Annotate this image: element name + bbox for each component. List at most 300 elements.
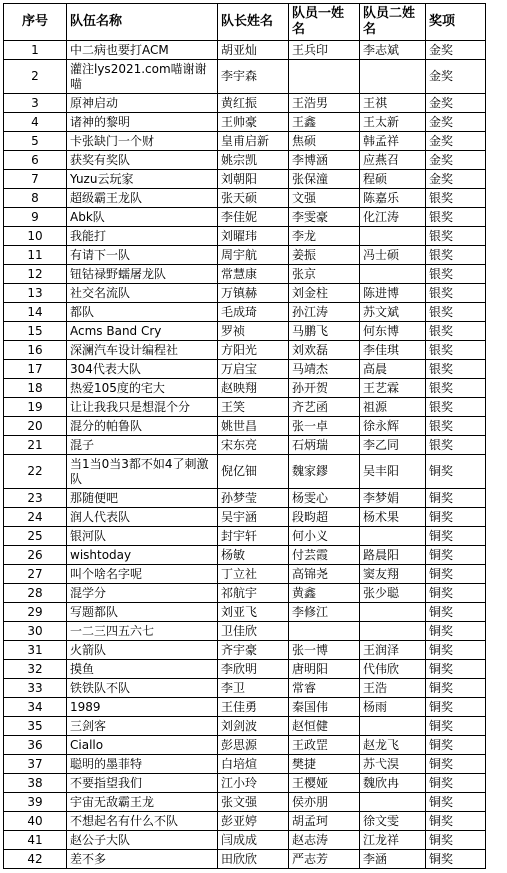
cell-captain: 吴宇涵 [218, 508, 289, 527]
cell-captain: 李欣明 [218, 660, 289, 679]
cell-member2: 李乙同 [360, 436, 426, 455]
table-row [4, 436, 486, 455]
cell-team: 宇宙无敌霸王龙 [67, 793, 218, 812]
cell-member1: 唐明阳 [289, 660, 360, 679]
cell-captain: 刘曜玮 [218, 227, 289, 246]
cell-member1: 马鹏飞 [289, 322, 360, 341]
table-row [4, 360, 486, 379]
cell-award: 金奖 [426, 151, 486, 170]
cell-member2: 窦友翔 [360, 565, 426, 584]
cell-no: 6 [4, 151, 67, 170]
cell-member1: 姜振 [289, 246, 360, 265]
cell-team: Yuzu云玩家 [67, 170, 218, 189]
cell-team: 原神启动 [67, 94, 218, 113]
cell-captain: 张天硕 [218, 189, 289, 208]
cell-captain: 彭亚婷 [218, 812, 289, 831]
cell-captain: 齐宇豪 [218, 641, 289, 660]
cell-no: 2 [4, 60, 67, 94]
cell-member2: 陈进博 [360, 284, 426, 303]
cell-no: 42 [4, 850, 67, 869]
table-row [4, 246, 486, 265]
cell-member1 [289, 60, 360, 94]
cell-award: 金奖 [426, 113, 486, 132]
cell-member1: 段畇超 [289, 508, 360, 527]
table-row [4, 850, 486, 869]
cell-award: 银奖 [426, 398, 486, 417]
cell-member1: 胡孟珂 [289, 812, 360, 831]
header-row [4, 4, 486, 41]
cell-member1: 秦国伟 [289, 698, 360, 717]
cell-team: 钮钴禄野蠕屠龙队 [67, 265, 218, 284]
cell-member1: 樊捷 [289, 755, 360, 774]
table-row [4, 489, 486, 508]
cell-award: 银奖 [426, 436, 486, 455]
cell-member1: 石炳瑞 [289, 436, 360, 455]
cell-captain: 田欣欣 [218, 850, 289, 869]
table-row [4, 546, 486, 565]
cell-member1: 张一卓 [289, 417, 360, 436]
cell-no: 33 [4, 679, 67, 698]
cell-member1: 侯亦朋 [289, 793, 360, 812]
cell-captain: 卫佳欣 [218, 622, 289, 641]
cell-team: 写题都队 [67, 603, 218, 622]
cell-captain: 姚宗凯 [218, 151, 289, 170]
cell-member2: 高晨 [360, 360, 426, 379]
cell-team: 社交名流队 [67, 284, 218, 303]
cell-member2: 路晨阳 [360, 546, 426, 565]
cell-no: 26 [4, 546, 67, 565]
cell-award: 铜奖 [426, 660, 486, 679]
cell-award: 银奖 [426, 341, 486, 360]
cell-award: 银奖 [426, 379, 486, 398]
cell-member2 [360, 622, 426, 641]
cell-team: 不想起名有什么不队 [67, 812, 218, 831]
cell-award: 银奖 [426, 227, 486, 246]
cell-team: 赵公子大队 [67, 831, 218, 850]
cell-member2: 韩孟祥 [360, 132, 426, 151]
cell-team: Ciallo [67, 736, 218, 755]
cell-member1 [289, 622, 360, 641]
header-no: 序号 [4, 4, 67, 41]
cell-member2 [360, 227, 426, 246]
cell-captain: 江小玲 [218, 774, 289, 793]
cell-no: 19 [4, 398, 67, 417]
cell-member2: 徐永辉 [360, 417, 426, 436]
cell-no: 29 [4, 603, 67, 622]
cell-award: 铜奖 [426, 584, 486, 603]
cell-team: 获奖有奖队 [67, 151, 218, 170]
table-row [4, 170, 486, 189]
table-row [4, 208, 486, 227]
cell-member2 [360, 793, 426, 812]
table-row [4, 622, 486, 641]
cell-captain: 万启宝 [218, 360, 289, 379]
cell-member2: 王润泽 [360, 641, 426, 660]
cell-member1: 王兵印 [289, 41, 360, 60]
cell-member2 [360, 717, 426, 736]
table-row [4, 322, 486, 341]
cell-captain: 封宇轩 [218, 527, 289, 546]
cell-award: 铜奖 [426, 736, 486, 755]
cell-award: 铜奖 [426, 679, 486, 698]
table-row [4, 94, 486, 113]
cell-team: 都队 [67, 303, 218, 322]
cell-team: 混学分 [67, 584, 218, 603]
cell-no: 11 [4, 246, 67, 265]
cell-member1: 魏家鏐 [289, 455, 360, 489]
cell-member2: 祖源 [360, 398, 426, 417]
table-row [4, 736, 486, 755]
cell-award: 金奖 [426, 41, 486, 60]
cell-member1: 黄鑫 [289, 584, 360, 603]
cell-member1: 马靖杰 [289, 360, 360, 379]
cell-no: 27 [4, 565, 67, 584]
cell-member1: 王鑫 [289, 113, 360, 132]
cell-team: 火箭队 [67, 641, 218, 660]
cell-captain: 毛成琦 [218, 303, 289, 322]
cell-captain: 彭思源 [218, 736, 289, 755]
cell-member1: 赵志涛 [289, 831, 360, 850]
table-row [4, 793, 486, 812]
cell-award: 银奖 [426, 417, 486, 436]
cell-member1: 张京 [289, 265, 360, 284]
award-results-table [3, 3, 486, 869]
table-row [4, 527, 486, 546]
cell-team: 混分的帕鲁队 [67, 417, 218, 436]
cell-award: 金奖 [426, 170, 486, 189]
cell-no: 28 [4, 584, 67, 603]
cell-award: 铜奖 [426, 717, 486, 736]
cell-member2 [360, 603, 426, 622]
cell-member1: 李雯豪 [289, 208, 360, 227]
table-row [4, 584, 486, 603]
cell-member2: 李佳琪 [360, 341, 426, 360]
cell-award: 金奖 [426, 94, 486, 113]
table-row [4, 41, 486, 60]
table-row [4, 698, 486, 717]
cell-member2: 苏弋淏 [360, 755, 426, 774]
cell-team: 铁铁队不队 [67, 679, 218, 698]
table-row [4, 417, 486, 436]
cell-no: 30 [4, 622, 67, 641]
cell-award: 铜奖 [426, 698, 486, 717]
cell-award: 铜奖 [426, 527, 486, 546]
cell-member2: 应燕召 [360, 151, 426, 170]
cell-captain: 方阳光 [218, 341, 289, 360]
cell-member2 [360, 60, 426, 94]
cell-award: 铜奖 [426, 622, 486, 641]
cell-award: 铜奖 [426, 455, 486, 489]
cell-award: 铜奖 [426, 641, 486, 660]
cell-award: 银奖 [426, 360, 486, 379]
cell-no: 7 [4, 170, 67, 189]
cell-captain: 万镇赫 [218, 284, 289, 303]
cell-member1: 焦硕 [289, 132, 360, 151]
cell-no: 37 [4, 755, 67, 774]
cell-member1: 张保潼 [289, 170, 360, 189]
cell-award: 铜奖 [426, 793, 486, 812]
cell-team: 超级霸王龙队 [67, 189, 218, 208]
cell-award: 银奖 [426, 208, 486, 227]
cell-member2: 程硕 [360, 170, 426, 189]
cell-member2: 魏欣冉 [360, 774, 426, 793]
cell-captain: 王佳勇 [218, 698, 289, 717]
table-body [4, 41, 486, 869]
cell-member2: 李涵 [360, 850, 426, 869]
cell-no: 39 [4, 793, 67, 812]
cell-member2: 王艺霖 [360, 379, 426, 398]
cell-team: 三剑客 [67, 717, 218, 736]
cell-captain: 黄红振 [218, 94, 289, 113]
cell-member1: 李龙 [289, 227, 360, 246]
table-row [4, 565, 486, 584]
cell-member2: 江龙祥 [360, 831, 426, 850]
cell-team: 中二病也要打ACM [67, 41, 218, 60]
cell-team: 1989 [67, 698, 218, 717]
cell-team: 深澜汽车设计编程社 [67, 341, 218, 360]
cell-team: 卡张缺门一个财 [67, 132, 218, 151]
cell-team: 有请下一队 [67, 246, 218, 265]
table-row [4, 812, 486, 831]
cell-award: 金奖 [426, 132, 486, 151]
cell-award: 铜奖 [426, 812, 486, 831]
cell-award: 银奖 [426, 322, 486, 341]
cell-member2: 赵龙飞 [360, 736, 426, 755]
cell-captain: 倪亿钿 [218, 455, 289, 489]
cell-no: 25 [4, 527, 67, 546]
cell-captain: 罗祯 [218, 322, 289, 341]
cell-no: 23 [4, 489, 67, 508]
cell-no: 41 [4, 831, 67, 850]
cell-captain: 李宇森 [218, 60, 289, 94]
cell-award: 银奖 [426, 303, 486, 322]
cell-member1: 李修江 [289, 603, 360, 622]
cell-captain: 闫成成 [218, 831, 289, 850]
cell-award: 金奖 [426, 60, 486, 94]
cell-no: 12 [4, 265, 67, 284]
cell-captain: 常慧康 [218, 265, 289, 284]
cell-member1: 齐艺函 [289, 398, 360, 417]
cell-member2: 杨术果 [360, 508, 426, 527]
cell-captain: 王笑 [218, 398, 289, 417]
table-row [4, 398, 486, 417]
cell-captain: 王帅豪 [218, 113, 289, 132]
table-row [4, 455, 486, 489]
cell-award: 铜奖 [426, 603, 486, 622]
cell-captain: 杨敏 [218, 546, 289, 565]
cell-award: 铜奖 [426, 565, 486, 584]
table-row [4, 641, 486, 660]
header-award: 奖项 [426, 4, 486, 41]
cell-member1: 孙江涛 [289, 303, 360, 322]
cell-award: 铜奖 [426, 831, 486, 850]
cell-no: 21 [4, 436, 67, 455]
cell-captain: 宋东亮 [218, 436, 289, 455]
cell-team: 差不多 [67, 850, 218, 869]
cell-member1: 文强 [289, 189, 360, 208]
header-team: 队伍名称 [67, 4, 218, 41]
table-row [4, 603, 486, 622]
cell-captain: 刘亚飞 [218, 603, 289, 622]
cell-no: 22 [4, 455, 67, 489]
table-row [4, 265, 486, 284]
cell-member1: 杨雯心 [289, 489, 360, 508]
cell-captain: 刘剑波 [218, 717, 289, 736]
cell-captain: 姚世昌 [218, 417, 289, 436]
cell-member2: 李志斌 [360, 41, 426, 60]
cell-member1: 孙开贺 [289, 379, 360, 398]
cell-captain: 祁航宇 [218, 584, 289, 603]
cell-team: 不要指望我们 [67, 774, 218, 793]
cell-team: 当1当0当3都不如4了刺激队 [67, 455, 218, 489]
cell-member2: 吴丰阳 [360, 455, 426, 489]
cell-award: 银奖 [426, 189, 486, 208]
cell-member2: 王太新 [360, 113, 426, 132]
cell-award: 铜奖 [426, 489, 486, 508]
cell-award: 银奖 [426, 284, 486, 303]
cell-member1: 李博涵 [289, 151, 360, 170]
cell-member1: 严志芳 [289, 850, 360, 869]
table-row [4, 113, 486, 132]
cell-captain: 张文强 [218, 793, 289, 812]
cell-no: 36 [4, 736, 67, 755]
table-row [4, 189, 486, 208]
table-row [4, 341, 486, 360]
cell-award: 铜奖 [426, 774, 486, 793]
cell-member1: 张一博 [289, 641, 360, 660]
cell-member2: 杨雨 [360, 698, 426, 717]
cell-captain: 孙梦莹 [218, 489, 289, 508]
table-row [4, 508, 486, 527]
cell-captain: 白培煊 [218, 755, 289, 774]
header-captain: 队长姓名 [218, 4, 289, 41]
cell-team: 灌注lys2021.com喵谢谢喵 [67, 60, 218, 94]
cell-member1: 王樱娅 [289, 774, 360, 793]
cell-team: Acms Band Cry [67, 322, 218, 341]
cell-no: 31 [4, 641, 67, 660]
cell-no: 1 [4, 41, 67, 60]
cell-award: 铜奖 [426, 508, 486, 527]
cell-captain: 刘朝阳 [218, 170, 289, 189]
cell-member2 [360, 265, 426, 284]
table-row [4, 831, 486, 850]
cell-team: 叫个啥名字呢 [67, 565, 218, 584]
cell-member2 [360, 527, 426, 546]
cell-award: 银奖 [426, 246, 486, 265]
cell-no: 13 [4, 284, 67, 303]
cell-team: 我能打 [67, 227, 218, 246]
cell-captain: 皇甫启新 [218, 132, 289, 151]
cell-team: 银河队 [67, 527, 218, 546]
cell-member1: 刘欢磊 [289, 341, 360, 360]
cell-no: 24 [4, 508, 67, 527]
cell-member1: 王浩男 [289, 94, 360, 113]
cell-member2: 陈嘉乐 [360, 189, 426, 208]
cell-team: 聪明的墨菲特 [67, 755, 218, 774]
table-row [4, 60, 486, 94]
table-row [4, 132, 486, 151]
cell-member2: 代伟欣 [360, 660, 426, 679]
cell-member1: 刘金柱 [289, 284, 360, 303]
cell-no: 17 [4, 360, 67, 379]
header-member2: 队员二姓名 [360, 4, 426, 41]
cell-no: 5 [4, 132, 67, 151]
cell-captain: 李佳妮 [218, 208, 289, 227]
cell-member1: 赵恒健 [289, 717, 360, 736]
cell-captain: 周宇航 [218, 246, 289, 265]
table-row [4, 227, 486, 246]
cell-team: 热爱105度的宅大 [67, 379, 218, 398]
table-row [4, 679, 486, 698]
table-row [4, 755, 486, 774]
cell-no: 15 [4, 322, 67, 341]
cell-no: 35 [4, 717, 67, 736]
table-row [4, 303, 486, 322]
cell-member2: 化江涛 [360, 208, 426, 227]
cell-no: 16 [4, 341, 67, 360]
cell-no: 20 [4, 417, 67, 436]
cell-member2: 冯士硕 [360, 246, 426, 265]
cell-team: 摸鱼 [67, 660, 218, 679]
cell-no: 40 [4, 812, 67, 831]
cell-no: 8 [4, 189, 67, 208]
cell-team: 诸神的黎明 [67, 113, 218, 132]
cell-member2: 何东博 [360, 322, 426, 341]
cell-team: Abk队 [67, 208, 218, 227]
cell-captain: 胡亚灿 [218, 41, 289, 60]
cell-team: 让让我我只是想混个分 [67, 398, 218, 417]
cell-no: 10 [4, 227, 67, 246]
cell-team: 润人代表队 [67, 508, 218, 527]
cell-team: 那随便吧 [67, 489, 218, 508]
header-member1: 队员一姓名 [289, 4, 360, 41]
table-row [4, 284, 486, 303]
cell-team: 304代表大队 [67, 360, 218, 379]
cell-captain: 丁立社 [218, 565, 289, 584]
cell-award: 铜奖 [426, 850, 486, 869]
cell-member1: 王政罡 [289, 736, 360, 755]
cell-no: 18 [4, 379, 67, 398]
cell-member1: 常睿 [289, 679, 360, 698]
cell-member1: 高锦尧 [289, 565, 360, 584]
cell-member2: 徐文雯 [360, 812, 426, 831]
cell-member2: 张少聪 [360, 584, 426, 603]
cell-no: 14 [4, 303, 67, 322]
cell-no: 38 [4, 774, 67, 793]
cell-member2: 苏文斌 [360, 303, 426, 322]
table-row [4, 717, 486, 736]
cell-award: 铜奖 [426, 546, 486, 565]
table-row [4, 660, 486, 679]
cell-team: 一二三四五六七 [67, 622, 218, 641]
table-row [4, 379, 486, 398]
cell-no: 4 [4, 113, 67, 132]
cell-captain: 李卫 [218, 679, 289, 698]
table-row [4, 151, 486, 170]
cell-member1: 付芸霞 [289, 546, 360, 565]
cell-member2: 王浩 [360, 679, 426, 698]
cell-member2: 李梦娟 [360, 489, 426, 508]
cell-team: 混子 [67, 436, 218, 455]
cell-team: wishtoday [67, 546, 218, 565]
cell-member1: 何小义 [289, 527, 360, 546]
cell-no: 32 [4, 660, 67, 679]
cell-member2: 王祺 [360, 94, 426, 113]
cell-no: 34 [4, 698, 67, 717]
cell-award: 铜奖 [426, 755, 486, 774]
table-row [4, 774, 486, 793]
cell-no: 9 [4, 208, 67, 227]
